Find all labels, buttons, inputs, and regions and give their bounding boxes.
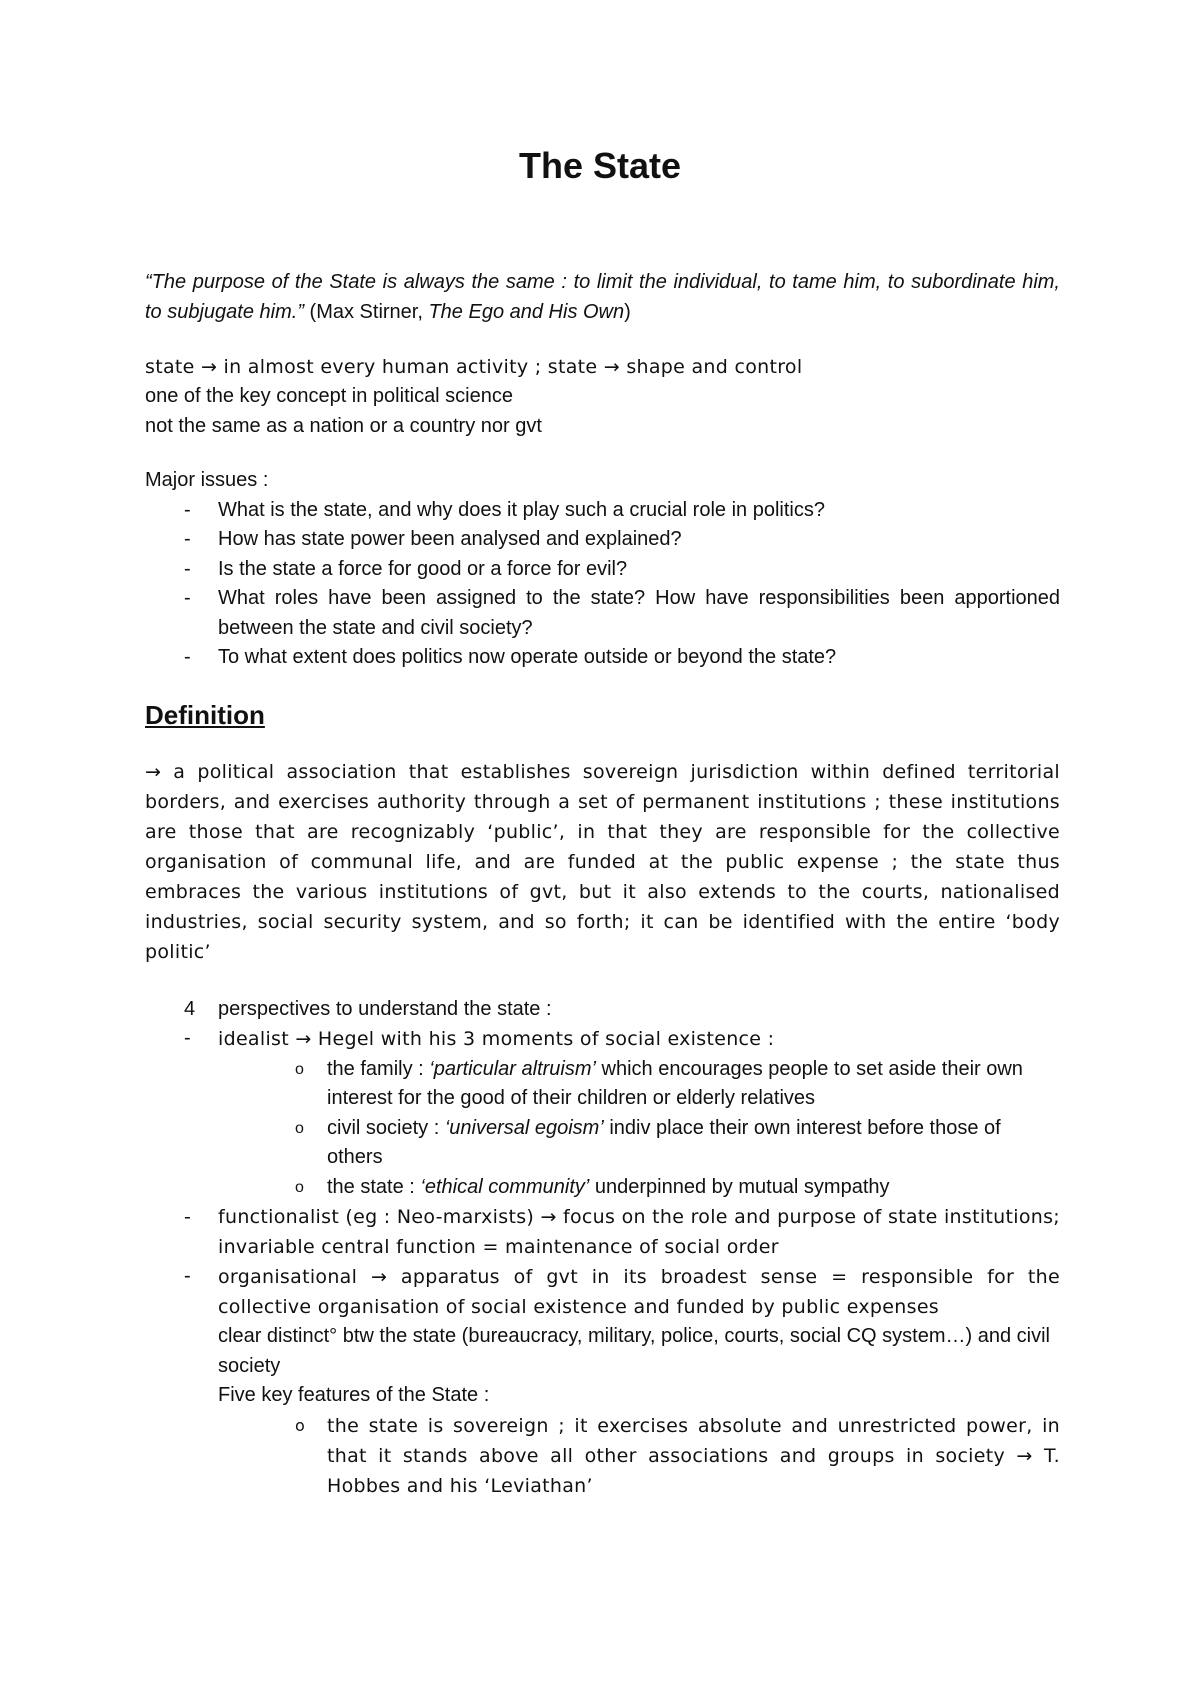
quote-text: “The purpose of the State is always the same : to limit the individual, to tame him, to subordinate him, to subjugate him.” xyxy=(145,271,1060,323)
definition-text: → a political association that establishes sovereign jurisdiction within defined territorial borders, and exercises authority through a set of permanent institutions ; these institutions are those that are recognizably ‘public’, in that they are responsible for the collective organisation of communal life, and are funded at the public expense ; the state thus embraces the various institutions of gvt, but it also extends to the courts, nationalised industries, social security system, and so forth; it can be identified with the entire ‘body politic’ xyxy=(145,760,1060,963)
quote-attribution-prefix: (Max Stirner, xyxy=(303,300,429,323)
major-issues-list xyxy=(145,496,1060,673)
list-item: - Is the state a force for good or a force for evil? xyxy=(145,555,1060,585)
moment-description: indiv place their own interest before those of others xyxy=(327,1116,1001,1168)
list-item xyxy=(145,1055,1060,1114)
state-features-list xyxy=(145,1411,1060,1501)
perspectives-label: perspectives to understand the state : xyxy=(218,997,552,1020)
list-item: - To what extent does politics now operate outside or beyond the state? xyxy=(145,643,1060,673)
moment-prefix: the state : xyxy=(327,1175,421,1198)
list-item: o the state is sovereign ; it exercises absolute and unrestricted power, in that it stands above all other associations and groups in society → T. Hobbes and his ‘Leviathan’ xyxy=(145,1411,1060,1501)
perspectives-number: 4 xyxy=(184,997,196,1020)
moment-prefix: the family : xyxy=(327,1057,430,1080)
perspective-functionalist: - functionalist (eg : Neo-marxists) → focus on the role and purpose of state institutions; invariable central function = maintenance of social order xyxy=(145,1202,1060,1262)
perspective-idealist-text: idealist → Hegel with his 3 moments of social existence : xyxy=(218,1028,775,1050)
page-title: The State xyxy=(518,145,682,186)
definition-heading: Definition xyxy=(145,699,265,730)
intro-line: not the same as a nation or a country nor gvt xyxy=(145,414,542,437)
hegel-moments-list xyxy=(145,1055,1060,1203)
list-item: - What is the state, and why does it play such a crucial role in politics? xyxy=(145,496,1060,526)
perspective-idealist xyxy=(145,1024,1060,1055)
intro-line: state → in almost every human activity ; state → shape and control xyxy=(145,356,803,378)
moment-description: underpinned by mutual sympathy xyxy=(589,1175,890,1198)
perspective-organisational-text: - organisational → apparatus of gvt in its broadest sense = responsible for the collective organisation of social existence and funded by public expenses xyxy=(218,1266,1060,1318)
document-body xyxy=(145,268,1060,1501)
state-civil-society-distinction: clear distinct° btw the state (bureaucracy, military, police, courts, social CQ system…) and civil society xyxy=(218,1325,1050,1377)
perspectives-list-continued xyxy=(145,1202,1060,1411)
quote-attribution-suffix: ) xyxy=(624,300,631,323)
opening-quote xyxy=(145,268,1060,327)
moment-term: ‘universal egoism’ xyxy=(444,1116,604,1139)
major-issues-label: Major issues : xyxy=(145,469,269,491)
intro-line: one of the key concept in political science xyxy=(145,385,513,407)
moment-prefix: civil society : xyxy=(327,1116,445,1139)
perspective-organisational xyxy=(145,1262,1060,1411)
moment-term: ‘particular altruism’ xyxy=(429,1057,596,1080)
list-item: - How has state power been analysed and explained? xyxy=(145,525,1060,555)
quote-book-title: The Ego and His Own xyxy=(428,300,625,323)
perspectives-intro xyxy=(145,995,1060,1025)
list-item xyxy=(145,1173,1060,1203)
features-label: Five key features of the State : xyxy=(218,1384,490,1406)
list-item xyxy=(145,1114,1060,1173)
moment-description: which encourages people to set aside their own interest for the good of their children or elderly relatives xyxy=(327,1057,1023,1109)
perspectives-list xyxy=(145,1024,1060,1055)
list-item: - What roles have been assigned to the state? How have responsibilities been apportioned between the state and civil society? xyxy=(145,584,1060,643)
moment-term: ‘ethical community’ xyxy=(420,1175,590,1198)
